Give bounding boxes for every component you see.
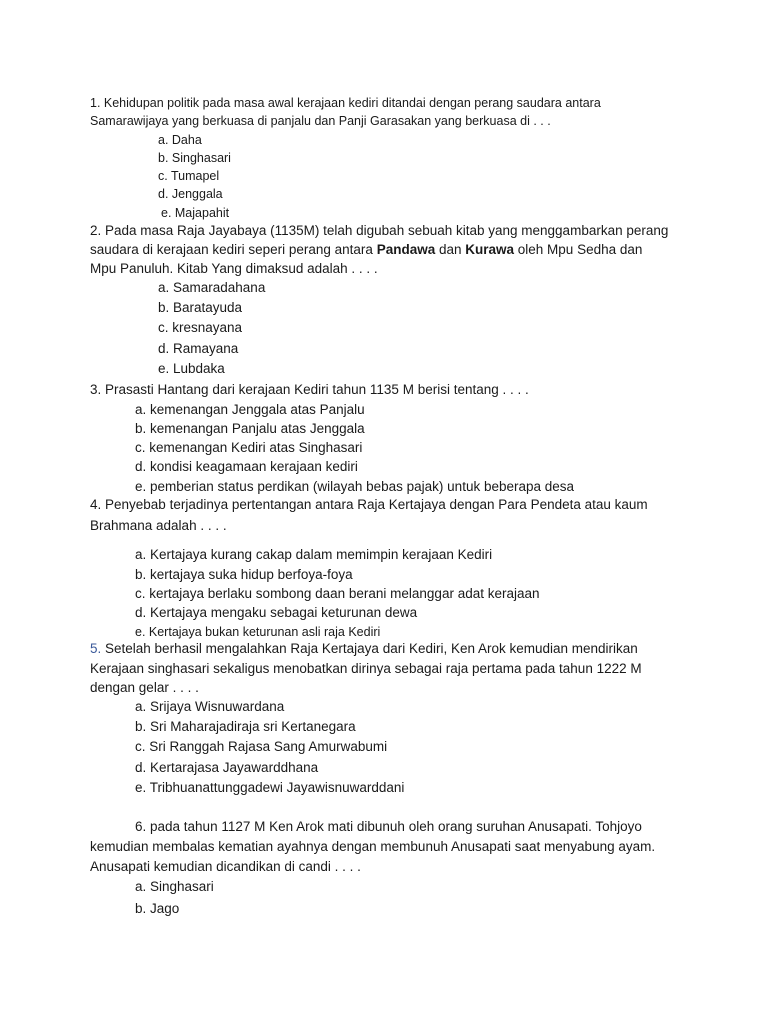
question-3-line-1: 3. Prasasti Hantang dari kerajaan Kediri tahun 1135 M berisi tentang . . . . <box>90 382 529 397</box>
question-2-line-1: 2. Pada masa Raja Jayabaya (1135M) telah digubah sebuah kitab yang menggambarkan perang <box>90 223 669 238</box>
question-1-option-e: e. Majapahit <box>161 206 230 220</box>
question-1-option-b: b. Singhasari <box>158 151 231 165</box>
question-1-option-a: a. Daha <box>158 133 202 147</box>
question-3-option-a: a. kemenangan Jenggala atas Panjalu <box>135 402 365 417</box>
question-2-option-e: e. Lubdaka <box>158 361 225 376</box>
question-1-option-d: d. Jenggala <box>158 187 223 201</box>
question-4-line-1: 4. Penyebab terjadinya pertentangan antara Raja Kertajaya dengan Para Pendeta atau kaum <box>90 497 648 512</box>
question-3-option-c: c. kemenangan Kediri atas Singhasari <box>135 440 363 455</box>
question-2-line-2-post: oleh Mpu Sedha dan <box>514 242 643 257</box>
question-4-option-d: d. Kertajaya mengaku sebagai keturunan dewa <box>135 605 418 620</box>
question-4-option-c: c. kertajaya berlaku sombong daan berani melanggar adat kerajaan <box>135 586 540 601</box>
question-1-option-c: c. Tumapel <box>158 169 220 183</box>
question-6-option-a: a. Singhasari <box>135 879 214 894</box>
question-3-option-e: e. pemberian status perdikan (wilayah bebas pajak) untuk beberapa desa <box>135 479 575 494</box>
question-2-option-b: b. Baratayuda <box>158 300 243 315</box>
question-3-option-d: d. kondisi keagamaan kerajaan kediri <box>135 459 358 474</box>
question-5-line-1-text: Setelah berhasil mengalahkan Raja Kertajaya dari Kediri, Ken Arok kemudian mendirikan <box>101 641 638 656</box>
question-5-line-1 <box>90 640 638 658</box>
question-4-line-2: Brahmana adalah . . . . <box>90 518 227 533</box>
question-2-line-2-mid: dan <box>435 242 466 257</box>
question-5-option-a: a. Srijaya Wisnuwardana <box>135 699 285 714</box>
question-5-number: 5. <box>90 641 102 656</box>
question-5-line-3: dengan gelar . . . . <box>90 680 199 695</box>
question-6-line-2: kemudian membalas kematian ayahnya dengan membunuh Anusapati saat menyabung ayam. <box>90 839 656 854</box>
term-pandawa: Pandawa <box>376 242 436 257</box>
question-5-line-2: Kerajaan singhasari sekaligus menobatkan dirinya sebagai raja pertama pada tahun 1222 M <box>90 661 642 676</box>
question-4-option-a: a. Kertajaya kurang cakap dalam memimpin kerajaan Kediri <box>135 547 493 562</box>
question-2-line-3: Mpu Panuluh. Kitab Yang dimaksud adalah . . . . <box>90 261 378 276</box>
question-6-line-3: Anusapati kemudian dicandikan di candi . . . . <box>90 859 361 874</box>
question-2-option-c: c. kresnayana <box>158 320 243 335</box>
question-3-option-b: b. kemenangan Panjalu atas Jenggala <box>135 421 365 436</box>
question-1-line-1: 1. Kehidupan politik pada masa awal kerajaan kediri ditandai dengan perang saudara antara <box>90 96 601 110</box>
question-4-option-e: e. Kertajaya bukan keturunan asli raja Kediri <box>135 625 381 639</box>
question-2-option-d: d. Ramayana <box>158 341 239 356</box>
question-2-option-a: a. Samaradahana <box>158 280 266 295</box>
question-5-option-d: d. Kertarajasa Jayawarddhana <box>135 760 319 775</box>
question-2-line-2 <box>90 241 642 259</box>
question-5-option-b: b. Sri Maharajadiraja sri Kertanegara <box>135 719 356 734</box>
question-1-line-2: Samarawijaya yang berkuasa di panjalu dan Panji Garasakan yang berkuasa di . . . <box>90 114 551 128</box>
question-6-line-1: 6. pada tahun 1127 M Ken Arok mati dibunuh oleh orang suruhan Anusapati. Tohjoyo <box>135 819 642 834</box>
question-6-option-b: b. Jago <box>135 901 180 916</box>
question-5-option-c: c. Sri Ranggah Rajasa Sang Amurwabumi <box>135 739 388 754</box>
question-4-option-b: b. kertajaya suka hidup berfoya-foya <box>135 567 353 582</box>
question-5-option-e: e. Tribhuanattunggadewi Jayawisnuwarddani <box>135 780 405 795</box>
question-2-line-2-pre: saudara di kerajaan kediri seperi perang antara <box>90 242 377 257</box>
term-kurawa: Kurawa <box>465 242 515 257</box>
